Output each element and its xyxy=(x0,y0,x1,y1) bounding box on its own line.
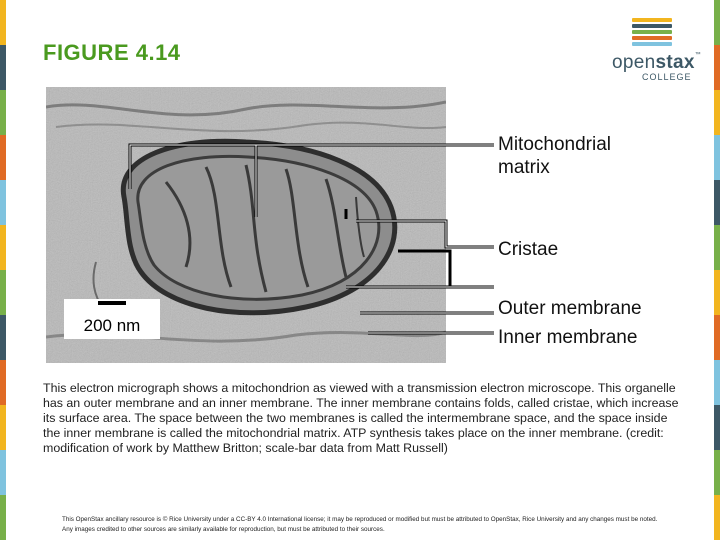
stripe-segment xyxy=(0,0,6,45)
logo-subtitle: COLLEGE xyxy=(642,72,692,82)
label-cristae: Cristae xyxy=(498,239,559,260)
logo-bar xyxy=(632,24,672,28)
stripe-segment xyxy=(0,405,6,450)
left-color-stripe xyxy=(0,0,6,540)
stripe-segment xyxy=(714,0,720,45)
stripe-segment xyxy=(0,450,6,495)
stripe-segment xyxy=(0,180,6,225)
scale-bar-label: 200 nm xyxy=(83,316,141,335)
stripe-segment xyxy=(0,225,6,270)
stripe-segment xyxy=(714,225,720,270)
stripe-segment xyxy=(0,45,6,90)
logo-bar xyxy=(632,30,672,34)
stripe-segment xyxy=(714,180,720,225)
stripe-segment xyxy=(714,315,720,360)
stripe-segment xyxy=(0,270,6,315)
mitochondrion-micrograph-figure xyxy=(46,87,660,363)
stripe-segment xyxy=(714,135,720,180)
stripe-segment xyxy=(714,405,720,450)
stripe-segment xyxy=(714,270,720,315)
right-color-stripe xyxy=(714,0,720,540)
label-mitochondrial-matrix-line1: Mitochondrial xyxy=(498,134,611,155)
label-mitochondrial-matrix-line2: matrix xyxy=(498,157,550,178)
label-inner-membrane: Inner membrane xyxy=(498,327,638,348)
figure-title: FIGURE 4.14 xyxy=(43,40,181,65)
stripe-segment xyxy=(0,135,6,180)
stripe-segment xyxy=(0,90,6,135)
stripe-segment xyxy=(714,360,720,405)
openstax-logo xyxy=(608,18,700,82)
stripe-segment xyxy=(714,495,720,540)
logo-bar xyxy=(632,18,672,22)
logo-wordmark: openstax™ xyxy=(612,52,702,73)
stripe-segment xyxy=(714,90,720,135)
stripe-segment xyxy=(714,450,720,495)
stripe-segment xyxy=(0,360,6,405)
license-footer: This OpenStax ancillary resource is © Rice University under a CC-BY 4.0 International license; it may be reproduced or modified but must be attributed to OpenStax, Rice University and any changes must be noted. Any images credited to other sources are similarly available for reproduction, but must be attributed to their sources. xyxy=(62,516,658,533)
logo-bar xyxy=(632,42,672,46)
stripe-segment xyxy=(714,45,720,90)
logo-bar xyxy=(632,36,672,40)
figure-caption: This electron micrograph shows a mitochondrion as viewed with a transmission electron microscope. This organelle has an outer membrane and an inner membrane. The inner membrane contains folds, called cristae, which increase its surface area. The space between the two membranes is called the intermembrane space, and the space inside the inner membrane is called the mitochondrial matrix. ATP synthesis takes place on the inner membrane. (credit: modification of work by Matthew Britton; scale-bar data from Matt Russell) xyxy=(43,381,679,455)
label-outer-membrane: Outer membrane xyxy=(498,298,642,319)
stripe-segment xyxy=(0,315,6,360)
stripe-segment xyxy=(0,495,6,540)
